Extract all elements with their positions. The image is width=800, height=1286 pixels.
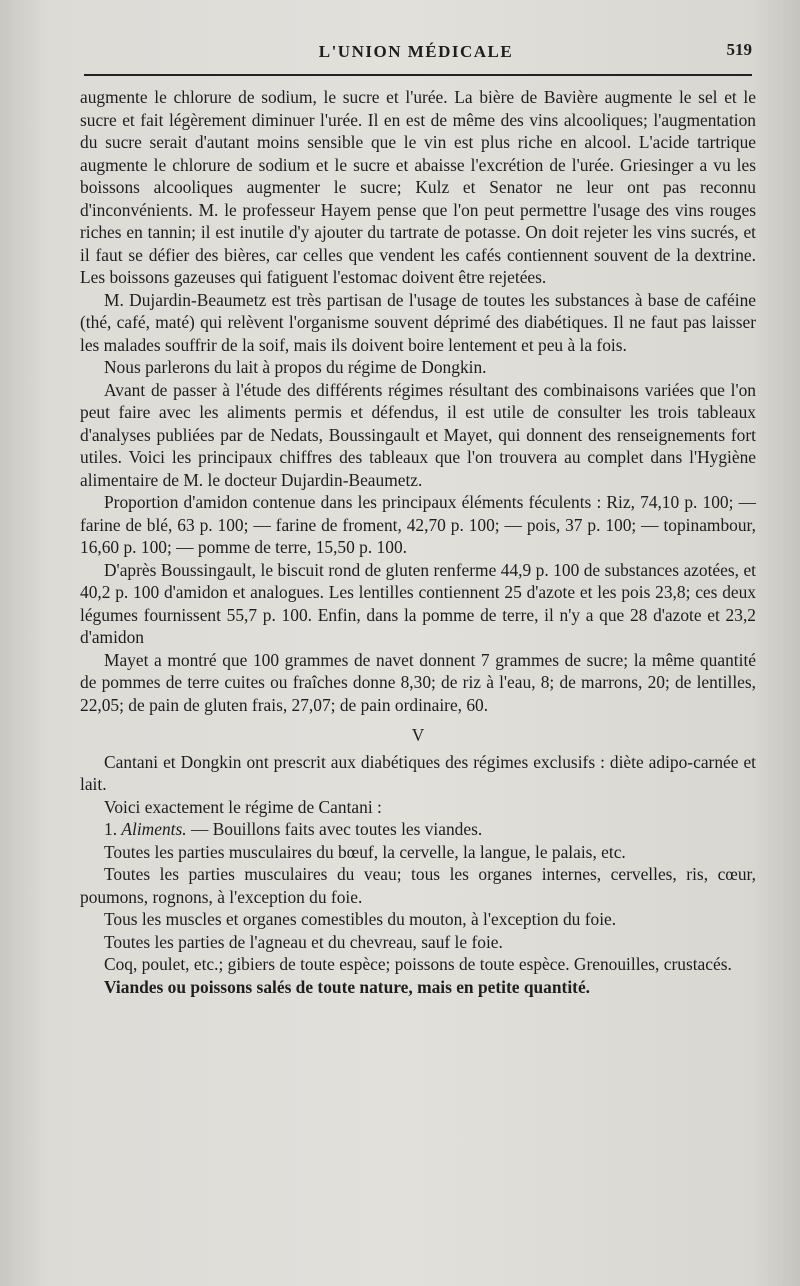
header-rule [84, 74, 752, 76]
paragraph: Viandes ou poissons salés de toute nature, mais en petite quantité. [104, 976, 591, 997]
paragraph: D'après Boussingault, le biscuit rond de gluten renferme 44,9 p. 100 de substances azotées, et 40,2 p. 100 d'amidon et analogues. Les lentilles contiennent 25 d'azote et les pois 23,8; ces deux légumes fournissent 55,7 p. 100. Enfin, dans la pomme de terre, il n'y a que 28 d'azote et 23,2 d'amidon [80, 559, 756, 647]
paragraph: Coq, poulet, etc.; gibiers de toute espèce; poissons de toute espèce. Grenouilles, crustacés. [104, 954, 732, 974]
paragraph: Proportion d'amidon contenue dans les principaux éléments féculents : Riz, 74,10 p. 100; — farine de blé, 63 p. 100; — farine de froment, 42,70 p. 100; — pois, 37 p. 100; — topinambour, 16,60 p. 100; — pomme de terre, 15,50 p. 100. [80, 492, 756, 557]
paragraph: Nous parlerons du lait à propos du régime de Dongkin. [104, 357, 487, 377]
running-title: L'UNION MÉDICALE [318, 42, 514, 61]
page-header [80, 40, 752, 74]
paragraph: Avant de passer à l'étude des différents régimes résultant des combinaisons variées que l'on peut faire avec les aliments permis et défendus, il est utile de consulter les trois tableaux d'analyses publiées par de Nedats, Boussingault et Mayet, qui donnent des renseignements fort utiles. Voici les principaux chiffres des tableaux que l'on trouvera au complet dans l'Hygiène alimentaire de M. le docteur Dujardin-Beaumetz. [80, 379, 756, 490]
paragraph: augmente le chlorure de sodium, le sucre et l'urée. La bière de Bavière augmente le sel et le sucre et fait légèrement diminuer l'urée. Il en est de même des vins alcooliques; l'augmentation du sucre serait d'autant moins sensible que le vin est plus riche en alcool. L'acide tartrique augmente le chlorure de sodium et le sucre et abaisse l'excrétion de l'urée. Griesinger a vu les boissons alcooliques augmenter le sucre; Kulz et Senator ne leur ont pas reconnu d'inconvénients. M. le professeur Hayem pense que l'on peut permettre l'usage des vins rouges riches en tannin; il est inutile d'y ajouter du tartrate de potasse. On doit rejeter les vins sucrés, et il faut se défier des bières, car celles que vendent les cafés contiennent souvent de la dextrine. Les boissons gazeuses qui fatiguent l'estomac doivent être rejetées. [80, 87, 756, 287]
paragraph: Tous les muscles et organes comestibles du mouton, à l'exception du foie. [104, 909, 617, 929]
item-text: — Bouillons faits avec toutes les viandes. [186, 819, 483, 839]
paragraph: Toutes les parties musculaires du bœuf, la cervelle, la langue, le palais, etc. [104, 841, 626, 862]
article-body [80, 86, 756, 998]
paragraph: Cantani et Dongkin ont prescrit aux diabétiques des régimes exclusifs : diète adipo-carnée et lait. [80, 751, 756, 794]
paragraph: Toutes les parties musculaires du veau; tous les organes internes, cervelles, ris, cœur, poumons, rognons, à l'exception du foie. [80, 864, 756, 907]
paragraph: Voici exactement le régime de Cantani : [104, 796, 382, 817]
paragraph: Toutes les parties de l'agneau et du chevreau, sauf le foie. [104, 931, 503, 952]
paragraph: Mayet a montré que 100 grammes de navet donnent 7 grammes de sucre; la même quantité de pommes de terre cuites ou fraîches donne 8,30; de riz à l'eau, 8; de marrons, 20; de lentilles, 22,05; de pain de gluten frais, 27,07; de pain ordinaire, 60. [80, 649, 756, 715]
section-number: V [411, 725, 425, 745]
paragraph [80, 818, 756, 841]
item-heading: Aliments. [121, 819, 187, 839]
item-number: 1. [104, 819, 122, 839]
paragraph: M. Dujardin-Beaumetz est très partisan de l'usage de toutes les substances à base de caféine (thé, café, maté) qui relèvent l'organisme souvent déprimé des diabétiques. Il ne faut pas laisser les malades souffrir de la soif, mais ils doivent boire lentement et peu à la fois. [80, 289, 756, 355]
page-number: 519 [726, 40, 752, 59]
